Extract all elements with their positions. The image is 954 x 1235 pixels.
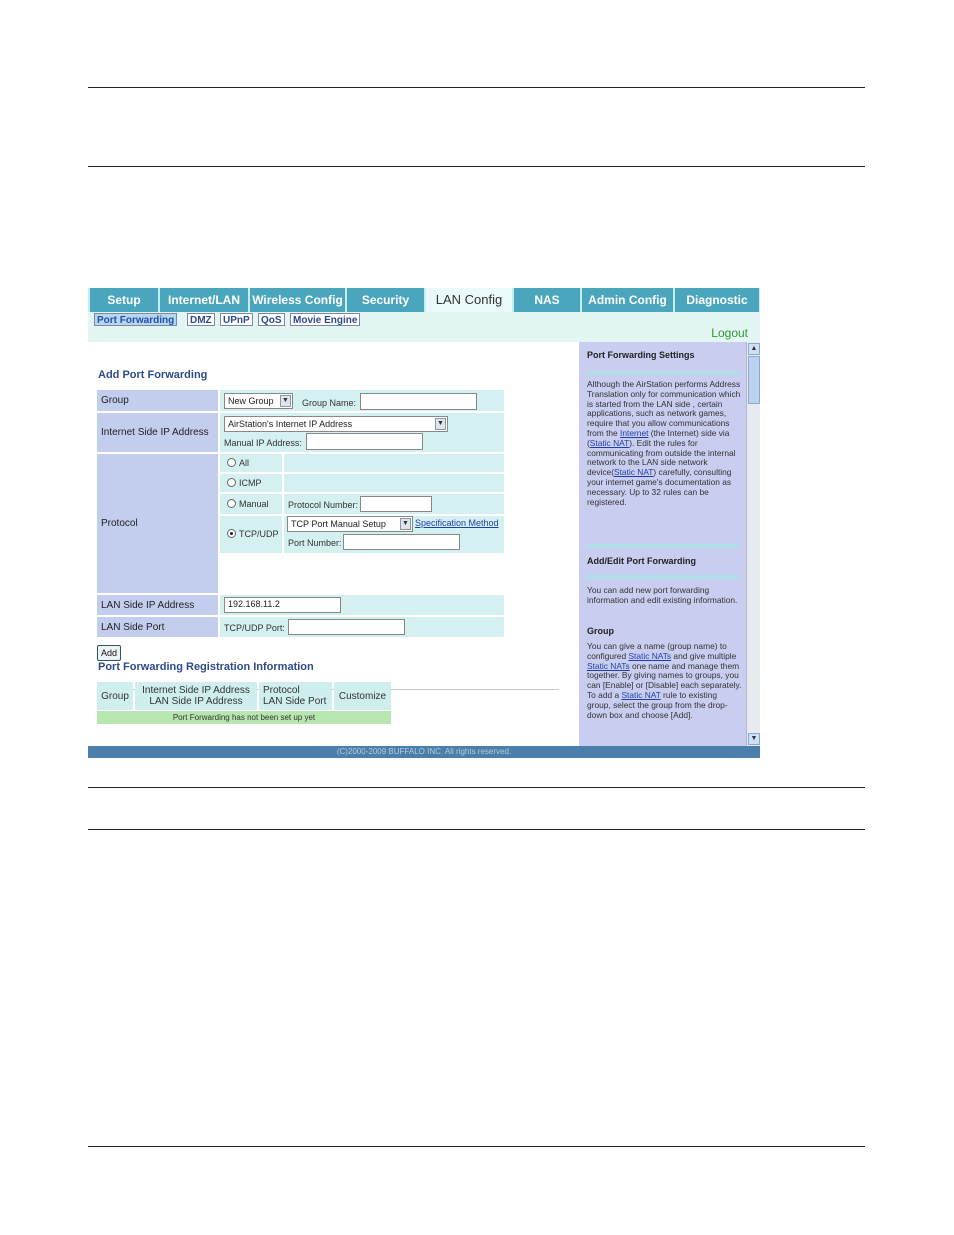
lan-port-field-label: TCP/UDP Port: <box>224 623 285 633</box>
group-select-value: New Group <box>228 396 274 406</box>
protocol-all-label: All <box>239 458 250 468</box>
add-port-forwarding-title: Add Port Forwarding <box>98 369 208 381</box>
subtab-movie-engine[interactable]: Movie Engine <box>290 313 360 326</box>
protocol-manual-label: Manual <box>239 499 269 509</box>
specification-method-link[interactable]: Specification Method <box>415 518 499 528</box>
help-text: and give multiple <box>671 650 737 661</box>
help-text: one name and manage them together. By giving names to groups, you can [Enable] or [Disable] each separately. To add a <box>587 660 742 700</box>
subtab-dmz[interactable]: DMZ <box>187 313 215 326</box>
registration-info-title: Port Forwarding Registration Information <box>98 661 314 673</box>
sub-nav <box>88 312 760 342</box>
help-heading-settings: Port Forwarding Settings <box>587 350 695 360</box>
protocol-tcpudp-radio[interactable] <box>227 529 236 538</box>
tab-lan-config[interactable]: LAN Config <box>426 288 514 312</box>
col-protocol-line2: LAN Side Port <box>263 696 327 707</box>
help-heading-add-edit: Add/Edit Port Forwarding <box>587 556 696 566</box>
add-button[interactable]: Add <box>97 645 121 661</box>
col-group: Group <box>97 682 133 710</box>
help-paragraph-add-edit: You can add new port forwarding information and edit existing information. <box>587 585 738 605</box>
col-ip-line2: LAN Side IP Address <box>149 696 243 707</box>
scroll-down-icon[interactable]: ▼ <box>748 733 760 745</box>
tcpudp-mode-select-value: TCP Port Manual Setup <box>291 519 386 529</box>
help-link-static-nat[interactable]: Static NAT <box>589 437 630 448</box>
group-label: Group <box>97 390 218 411</box>
group-name-label: Group Name: <box>302 398 357 408</box>
group-name-input[interactable] <box>360 393 477 410</box>
internet-ip-select-value: AirStation's Internet IP Address <box>228 419 353 429</box>
tab-wireless-config[interactable]: Wireless Config <box>250 288 347 312</box>
help-link-static-nat-2[interactable]: Static NAT <box>614 467 654 478</box>
col-customize: Customize <box>334 682 391 710</box>
manual-ip-label: Manual IP Address: <box>224 438 302 448</box>
scroll-up-icon[interactable]: ▲ <box>748 343 760 355</box>
col-protocol <box>259 682 332 710</box>
col-ip-line1: Internet Side IP Address <box>142 685 250 696</box>
lan-ip-label: LAN Side IP Address <box>97 595 218 615</box>
help-link-internet[interactable]: Internet <box>620 427 649 438</box>
protocol-tcpudp-label: TCP/UDP <box>239 529 279 539</box>
internet-ip-label: Internet Side IP Address <box>97 413 218 452</box>
tab-setup[interactable]: Setup <box>90 288 160 312</box>
scroll-thumb[interactable] <box>748 356 760 404</box>
copyright-footer: (C)2000-2009 BUFFALO INC. All rights reserved. <box>88 746 760 758</box>
tab-security[interactable]: Security <box>347 288 426 312</box>
protocol-number-input[interactable] <box>360 496 432 512</box>
tcpudp-mode-select[interactable] <box>287 516 413 532</box>
help-divider-2 <box>587 544 739 548</box>
lan-port-label: LAN Side Port <box>97 617 218 637</box>
help-scrollbar[interactable] <box>746 342 760 746</box>
help-panel <box>579 342 746 746</box>
protocol-all-radio[interactable] <box>227 458 236 467</box>
help-paragraph-settings <box>587 380 743 507</box>
router-config-screenshot <box>88 288 760 758</box>
port-number-input[interactable] <box>343 534 460 550</box>
protocol-icmp-label: ICMP <box>239 478 262 488</box>
page-rule-3 <box>88 787 865 788</box>
protocol-all-spacer <box>284 454 504 472</box>
page-rule-2 <box>88 166 865 167</box>
subtab-port-forwarding[interactable]: Port Forwarding <box>94 313 177 326</box>
internet-ip-select[interactable] <box>224 416 448 432</box>
help-text: (the Internet) side via ( <box>587 427 730 448</box>
tab-admin-config[interactable]: Admin Config <box>582 288 675 312</box>
help-text: You can give a name (group name) to configured <box>587 641 727 661</box>
page-rule-bottom <box>88 1146 865 1147</box>
group-select[interactable] <box>224 393 293 409</box>
help-text: rule to existing group, select the group from the drop-down box and choose [Add]. <box>587 689 728 720</box>
chevron-down-icon: ▼ <box>400 518 411 530</box>
protocol-label: Protocol <box>97 454 218 593</box>
logout-link[interactable]: Logout <box>711 326 748 340</box>
chevron-down-icon: ▼ <box>280 395 291 407</box>
subtab-qos[interactable]: QoS <box>258 313 285 326</box>
help-divider-1 <box>587 371 739 375</box>
help-text: Although the AirStation performs Address Translation only for communication which is started from the LAN side , certain applications, such as network games, require that you allow communications from the <box>587 379 741 438</box>
lan-ip-input[interactable]: 192.168.11.2 <box>224 597 341 613</box>
help-divider-3 <box>587 575 739 579</box>
protocol-icmp-spacer <box>284 474 504 492</box>
page-rule-top <box>88 87 865 88</box>
chevron-down-icon: ▼ <box>435 418 446 430</box>
help-heading-group: Group <box>587 626 614 636</box>
lan-port-input[interactable] <box>288 619 405 635</box>
port-number-label: Port Number: <box>288 538 342 548</box>
protocol-number-label: Protocol Number: <box>288 500 359 510</box>
registration-empty-row: Port Forwarding has not been set up yet <box>97 711 391 724</box>
help-link-static-nat-3[interactable]: Static NAT <box>621 689 661 700</box>
col-protocol-line1: Protocol <box>263 685 300 696</box>
help-text: ). Edit the rules for communicating from outside the internal network to the LAN side network device( <box>587 437 736 478</box>
col-ip-address <box>135 682 257 710</box>
help-paragraph-group <box>587 642 743 720</box>
tab-diagnostic[interactable]: Diagnostic <box>675 288 759 312</box>
protocol-icmp-radio[interactable] <box>227 478 236 487</box>
subtab-upnp[interactable]: UPnP <box>220 313 253 326</box>
help-text: ) carefully, consulting your internet game's documentation as necessary. Up to 32 rules can be registered. <box>587 467 732 507</box>
main-nav <box>88 288 760 312</box>
help-link-static-nats[interactable]: Static NATs <box>628 650 672 661</box>
tab-nas[interactable]: NAS <box>514 288 582 312</box>
manual-ip-input[interactable] <box>306 433 423 450</box>
protocol-manual-radio[interactable] <box>227 499 236 508</box>
help-link-static-nats-2[interactable]: Static NATs <box>587 660 630 671</box>
page-rule-4 <box>88 829 865 830</box>
tab-internet-lan[interactable]: Internet/LAN <box>160 288 250 312</box>
